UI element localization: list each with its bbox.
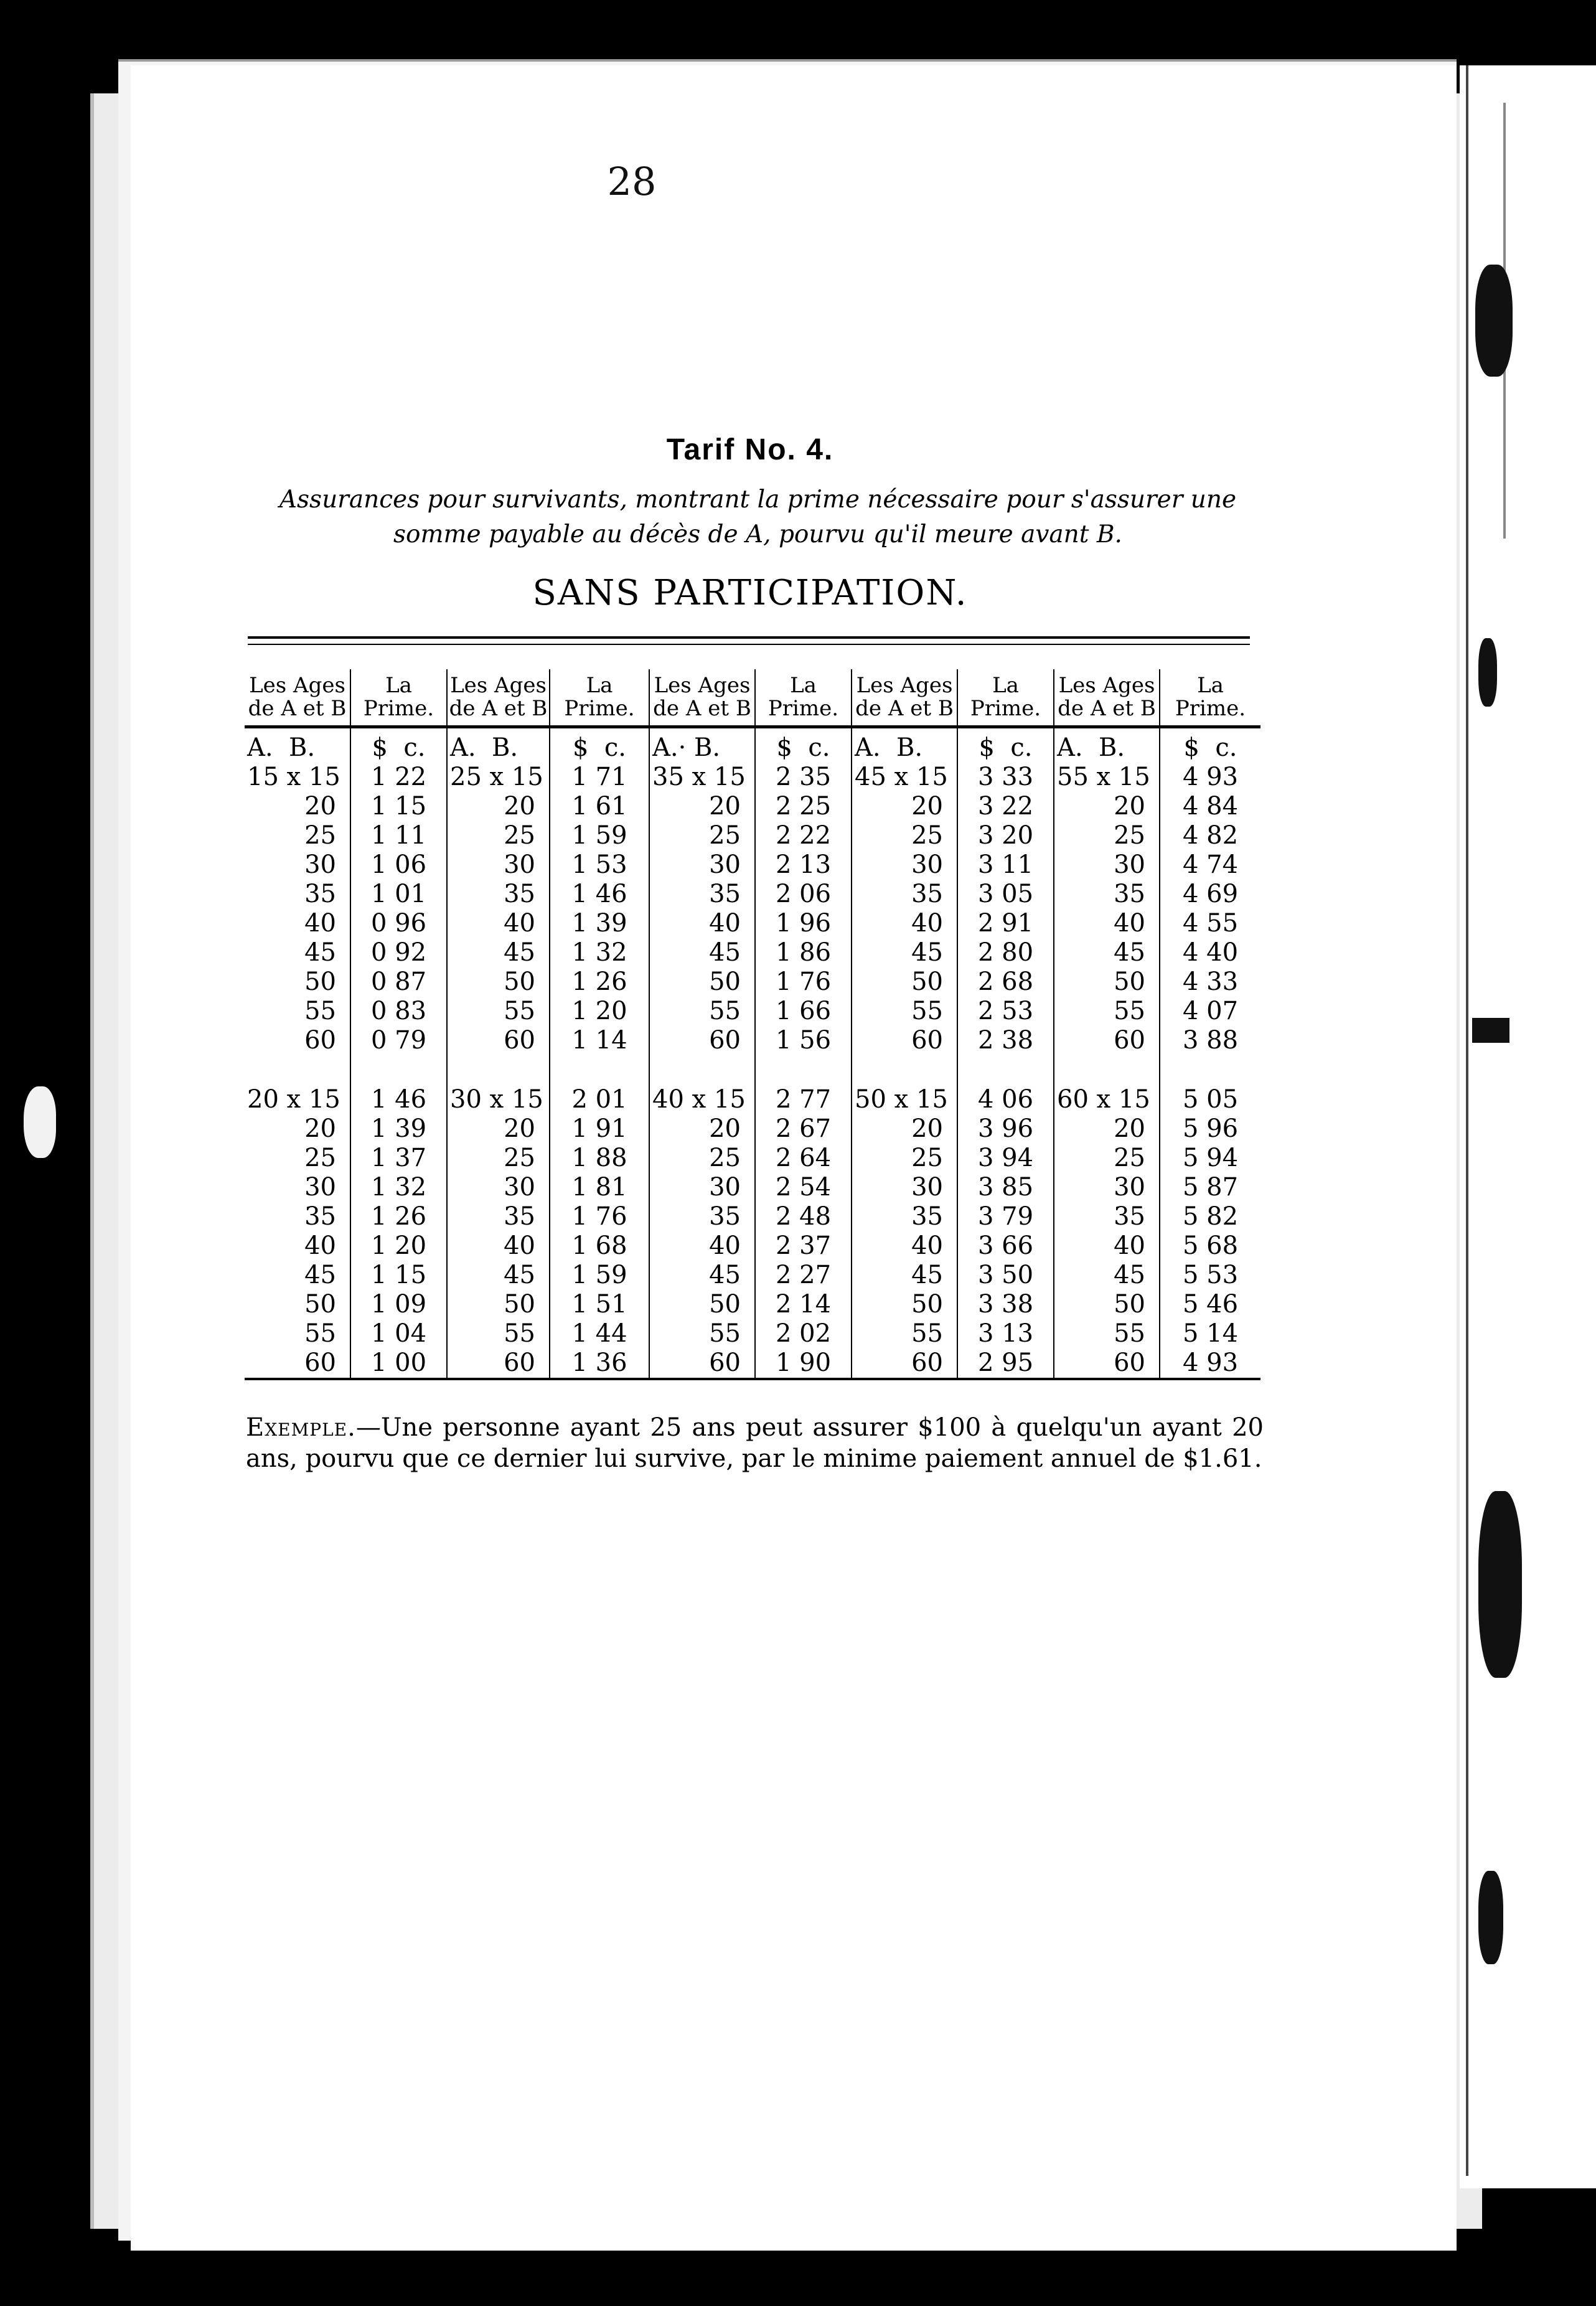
table-spacer-row	[245, 1055, 1260, 1085]
ages-cell: 25	[852, 1144, 957, 1173]
premium-cell: 0 96	[350, 909, 447, 938]
premium-cell: 5 05	[1160, 1085, 1260, 1114]
ages-cell: 35	[852, 1202, 957, 1231]
premium-cell: 4 69	[1160, 880, 1260, 909]
premium-cell: 4 07	[1160, 997, 1260, 1026]
ages-cell: 55	[852, 1319, 957, 1348]
spacer-cell	[550, 1055, 649, 1085]
ages-cell: 20	[852, 1114, 957, 1144]
ages-cell: 20	[852, 792, 957, 821]
header-line: de A et B	[1058, 696, 1156, 721]
binding-blot	[1478, 638, 1497, 707]
premium-cell: 1 88	[550, 1144, 649, 1173]
ages-cell: 55	[447, 1319, 550, 1348]
ages-cell: 45	[1054, 938, 1160, 967]
premium-cell: 3 38	[957, 1290, 1054, 1319]
table-header-row	[245, 669, 1260, 727]
premium-cell: 3 96	[957, 1114, 1054, 1144]
premium-cell: 1 86	[755, 938, 852, 967]
ages-cell: 55	[447, 997, 550, 1026]
example-text: —Une personne ayant 25 ans peut assurer $100 à quelqu'un ayant 20 ans, pourvu que ce dernier lui survive, par le minime paiement annuel de $1.61.	[246, 1413, 1264, 1473]
ages-cell: 40	[304, 909, 336, 938]
premium-cell: 2 38	[957, 1026, 1054, 1055]
ages-cell: 25 x 15	[447, 763, 550, 792]
spacer-cell	[447, 1055, 550, 1085]
header-line: de A et B	[449, 696, 548, 721]
ages-cell: 30	[649, 850, 755, 880]
premium-cell: $ c.	[1160, 727, 1260, 763]
ages-cell: A. B.	[852, 727, 957, 763]
premium-cell: 3 50	[957, 1261, 1054, 1290]
ages-cell: 55	[304, 997, 336, 1025]
header-line: Prime.	[767, 696, 839, 721]
spacer-cell	[1160, 1055, 1260, 1085]
spacer-cell	[755, 1055, 852, 1085]
table-row	[245, 880, 1260, 909]
ages-cell: 35	[304, 1202, 336, 1231]
ages-cell: 20	[1054, 1114, 1160, 1144]
ages-cell: 40	[447, 1231, 550, 1261]
ages-cell: 30	[852, 1173, 957, 1202]
header-line: La	[992, 673, 1019, 698]
table-row	[245, 1173, 1260, 1202]
table-row	[245, 763, 1260, 792]
section-heading: SANS PARTICIPATION.	[532, 573, 968, 613]
spacer-cell	[245, 1055, 350, 1085]
ages-cell: 60	[852, 1348, 957, 1379]
spacer-cell	[957, 1055, 1054, 1085]
ages-cell: 30	[649, 1173, 755, 1202]
premium-cell: 3 79	[957, 1202, 1054, 1231]
ages-cell: 60	[1054, 1348, 1160, 1379]
ages-cell: 60	[304, 1026, 336, 1055]
ages-cell: 50	[852, 967, 957, 997]
ages-cell: 25	[649, 821, 755, 850]
premium-cell: 4 93	[1160, 763, 1260, 792]
ages-cell: 40	[447, 909, 550, 938]
header-line: La	[385, 673, 412, 698]
premium-cell: 0 92	[350, 938, 447, 967]
premium-cell: 1 04	[350, 1319, 447, 1348]
binding-strip	[1460, 65, 1596, 2188]
ages-cell: 60	[245, 1348, 350, 1379]
ages-cell: 20	[447, 1114, 550, 1144]
premium-cell: 2 48	[755, 1202, 852, 1231]
ages-cell: 55	[649, 1319, 755, 1348]
binding-blot	[1472, 1018, 1509, 1043]
ages-cell: 35	[1054, 880, 1160, 909]
premium-cell: 1 15	[350, 792, 447, 821]
premium-cell: 2 77	[755, 1085, 852, 1114]
premium-cell: 1 96	[755, 909, 852, 938]
example-label: Exemple.	[246, 1413, 356, 1442]
premium-cell: 3 05	[957, 880, 1054, 909]
premium-cell: 1 20	[550, 997, 649, 1026]
ages-cell: 40	[304, 1231, 336, 1260]
premium-cell: 4 82	[1160, 821, 1260, 850]
ages-cell: 60	[649, 1026, 755, 1055]
premium-cell: 3 11	[957, 850, 1054, 880]
premium-cell: 2 64	[755, 1144, 852, 1173]
ages-cell: 30	[447, 850, 550, 880]
ages-cell: 25	[649, 1144, 755, 1173]
ages-cell: 25	[447, 821, 550, 850]
header-ages	[245, 669, 350, 727]
premium-cell: 1 46	[550, 880, 649, 909]
premium-cell: 5 68	[1160, 1231, 1260, 1261]
ages-cell: 50	[1054, 1290, 1160, 1319]
ages-cell: 20	[649, 792, 755, 821]
premium-cell: 4 74	[1160, 850, 1260, 880]
premium-cell: $ c.	[350, 727, 447, 763]
ages-cell: 25	[1054, 821, 1160, 850]
premium-cell: 2 67	[755, 1114, 852, 1144]
ages-cell: 35	[852, 880, 957, 909]
ages-cell: 50	[447, 967, 550, 997]
premium-cell: 5 82	[1160, 1202, 1260, 1231]
header-premium	[1160, 669, 1260, 727]
ages-cell: 60	[447, 1348, 550, 1379]
header-ages	[852, 669, 957, 727]
premium-cell: $ c.	[755, 727, 852, 763]
ages-cell: 45	[649, 938, 755, 967]
ages-cell: 50	[649, 1290, 755, 1319]
premium-cell: 1 26	[350, 1202, 447, 1231]
premium-cell: 2 80	[957, 938, 1054, 967]
premium-cell: 1 51	[550, 1290, 649, 1319]
premium-cell: 4 55	[1160, 909, 1260, 938]
ages-cell: 40	[1054, 909, 1160, 938]
premium-cell: 1 76	[550, 1202, 649, 1231]
header-line: Les Ages	[450, 673, 547, 698]
header-ages	[649, 669, 755, 727]
ages-cell: 20	[447, 792, 550, 821]
ages-cell: 50	[304, 967, 336, 996]
binding-blot	[1475, 265, 1513, 377]
premium-cell: 5 96	[1160, 1114, 1260, 1144]
premium-cell: 1 61	[550, 792, 649, 821]
table-row	[245, 1290, 1260, 1319]
table-row	[245, 850, 1260, 880]
table-row	[245, 727, 1260, 763]
ages-cell: A. B.	[1054, 727, 1160, 763]
spacer-cell	[350, 1055, 447, 1085]
tariff-subtitle: Assurances pour survivants, montrant la prime nécessaire pour s'assurer une somme payable au décès de A, pourvu qu'il meure avant B.	[279, 486, 1237, 548]
premium-cell: 3 85	[957, 1173, 1054, 1202]
header-premium	[550, 669, 649, 727]
ages-cell: 30	[447, 1173, 550, 1202]
ages-cell: 55	[1054, 997, 1160, 1026]
table-row	[245, 1144, 1260, 1173]
table-row	[245, 1026, 1260, 1055]
premium-cell: 4 40	[1160, 938, 1260, 967]
ages-cell: 35	[447, 880, 550, 909]
ages-cell: 15 x 15	[247, 763, 340, 791]
header-line: La	[586, 673, 613, 698]
premium-cell: 2 13	[755, 850, 852, 880]
premium-cell: 1 71	[550, 763, 649, 792]
ages-cell: 45	[649, 1261, 755, 1290]
table-row	[245, 909, 1260, 938]
premium-cell: 2 37	[755, 1231, 852, 1261]
binding-line	[1466, 65, 1468, 2176]
table-row	[245, 1114, 1260, 1144]
premium-cell: 1 66	[755, 997, 852, 1026]
premium-cell: 1 32	[350, 1173, 447, 1202]
premium-cell: 2 25	[755, 792, 852, 821]
header-premium	[755, 669, 852, 727]
ages-cell: 55	[1054, 1319, 1160, 1348]
ages-cell: 30	[304, 850, 336, 879]
ages-cell: 60 x 15	[1054, 1085, 1160, 1114]
premium-cell: 1 00	[350, 1348, 447, 1379]
ages-cell: 25	[447, 1144, 550, 1173]
ages-cell: 20	[649, 1114, 755, 1144]
premium-cell: 1 36	[550, 1348, 649, 1379]
header-ages	[447, 669, 550, 727]
header-line: Les Ages	[654, 673, 751, 698]
premium-cell: 1 68	[550, 1231, 649, 1261]
premium-cell: 5 46	[1160, 1290, 1260, 1319]
ages-cell: 60	[447, 1026, 550, 1055]
ages-cell: 20 x 15	[247, 1085, 340, 1114]
binding-blot	[1478, 1871, 1503, 1964]
header-premium	[957, 669, 1054, 727]
ages-cell: 40	[852, 909, 957, 938]
ages-cell: 20	[1054, 792, 1160, 821]
header-line: La	[790, 673, 817, 698]
premium-cell: 4 93	[1160, 1348, 1260, 1379]
ages-cell: 35	[649, 1202, 755, 1231]
header-line: de A et B	[653, 696, 751, 721]
ages-cell: 50	[447, 1290, 550, 1319]
header-line: Prime.	[363, 696, 434, 721]
premium-cell: 3 20	[957, 821, 1054, 850]
premium-cell: 2 27	[755, 1261, 852, 1290]
premium-cell: 3 13	[957, 1319, 1054, 1348]
premium-table	[245, 669, 1260, 1380]
ages-cell: 55	[852, 997, 957, 1026]
premium-cell: 1 15	[350, 1261, 447, 1290]
premium-cell: 1 59	[550, 1261, 649, 1290]
premium-cell: 1 37	[350, 1144, 447, 1173]
premium-cell: 5 14	[1160, 1319, 1260, 1348]
ages-cell: 45	[1054, 1261, 1160, 1290]
premium-cell: 5 94	[1160, 1144, 1260, 1173]
ages-cell: 20	[304, 1114, 336, 1143]
ages-cell: 30 x 15	[447, 1085, 550, 1114]
ages-cell: 25	[304, 1144, 336, 1172]
ages-cell: 55	[304, 1319, 336, 1348]
premium-cell: 2 14	[755, 1290, 852, 1319]
ages-cell: 50	[852, 1290, 957, 1319]
ages-cell: 50 x 15	[852, 1085, 957, 1114]
ages-cell: 35	[649, 880, 755, 909]
ages-cell: 40 x 15	[649, 1085, 755, 1114]
premium-cell: 2 91	[957, 909, 1054, 938]
table-row	[245, 1202, 1260, 1231]
example-note	[246, 1412, 1264, 1474]
premium-cell: $ c.	[550, 727, 649, 763]
premium-cell: 2 22	[755, 821, 852, 850]
ages-cell: 35	[304, 880, 336, 908]
ages-cell: 20	[304, 792, 336, 821]
header-line: Prime.	[1175, 696, 1246, 721]
ages-cell: 25	[1054, 1144, 1160, 1173]
ages-cell: 35	[447, 1202, 550, 1231]
ages-cell: 45	[304, 1261, 336, 1289]
spacer-cell	[852, 1055, 957, 1085]
premium-cell: 1 39	[350, 1114, 447, 1144]
premium-cell: 1 14	[550, 1026, 649, 1055]
header-line: La	[1197, 673, 1224, 698]
premium-cell: 1 46	[350, 1085, 447, 1114]
table-row	[245, 938, 1260, 967]
premium-cell: 3 66	[957, 1231, 1054, 1261]
premium-cell: 1 56	[755, 1026, 852, 1055]
ages-cell: 50	[304, 1290, 336, 1319]
page-number: 28	[607, 159, 657, 204]
header-line: Les Ages	[1058, 673, 1155, 698]
ages-cell: 40	[649, 1231, 755, 1261]
premium-cell: 1 11	[350, 821, 447, 850]
ages-cell: 40	[852, 1231, 957, 1261]
ages-cell: 25	[852, 821, 957, 850]
spacer-cell	[649, 1055, 755, 1085]
premium-cell: 1 32	[550, 938, 649, 967]
premium-cell: 1 09	[350, 1290, 447, 1319]
table-row	[245, 1319, 1260, 1348]
table-row	[245, 997, 1260, 1026]
binding-blot	[1478, 1491, 1522, 1678]
ages-cell: 55 x 15	[1054, 763, 1160, 792]
header-premium	[350, 669, 447, 727]
ages-cell: 25	[304, 821, 336, 850]
header-line: Les Ages	[249, 673, 345, 698]
ages-cell: 40	[1054, 1231, 1160, 1261]
premium-cell: 0 87	[350, 967, 447, 997]
ages-cell: A. B.	[247, 733, 316, 762]
premium-cell: 1 53	[550, 850, 649, 880]
ages-cell: 35 x 15	[649, 763, 755, 792]
header-line: Prime.	[970, 696, 1041, 721]
ages-cell: 50	[1054, 967, 1160, 997]
premium-cell: 1 20	[350, 1231, 447, 1261]
premium-cell: 2 95	[957, 1348, 1054, 1379]
table-row	[245, 967, 1260, 997]
ages-cell: 35	[1054, 1202, 1160, 1231]
premium-cell: 4 06	[957, 1085, 1054, 1114]
premium-cell: 1 06	[350, 850, 447, 880]
premium-cell: 2 68	[957, 967, 1054, 997]
ages-cell: A. B.	[447, 727, 550, 763]
header-line: de A et B	[855, 696, 954, 721]
premium-cell: 1 44	[550, 1319, 649, 1348]
tariff-title: Tarif No. 4.	[666, 433, 834, 466]
premium-cell: 0 83	[350, 997, 447, 1026]
ages-cell: 45	[447, 938, 550, 967]
premium-cell: 5 53	[1160, 1261, 1260, 1290]
premium-cell: 3 88	[1160, 1026, 1260, 1055]
ages-cell: 45	[447, 1261, 550, 1290]
ages-cell: 40	[649, 909, 755, 938]
double-rule-top	[248, 636, 1250, 639]
table-row	[245, 1085, 1260, 1114]
table-row	[245, 821, 1260, 850]
premium-cell: 3 33	[957, 763, 1054, 792]
header-line: Les Ages	[856, 673, 953, 698]
ages-cell: 45	[852, 938, 957, 967]
table-row	[245, 1261, 1260, 1290]
table-row	[245, 1231, 1260, 1261]
premium-cell: 5 87	[1160, 1173, 1260, 1202]
ages-cell: 45	[304, 938, 336, 967]
premium-cell: 3 22	[957, 792, 1054, 821]
double-rule-bottom	[248, 644, 1250, 645]
table-row	[245, 792, 1260, 821]
header-ages	[1054, 669, 1160, 727]
scan-blot	[24, 1086, 56, 1158]
premium-cell: 2 02	[755, 1319, 852, 1348]
table-row	[245, 1348, 1260, 1379]
premium-cell: 2 54	[755, 1173, 852, 1202]
premium-cell: 4 33	[1160, 967, 1260, 997]
premium-cell: 2 35	[755, 763, 852, 792]
premium-cell: 1 59	[550, 821, 649, 850]
spacer-cell	[1054, 1055, 1160, 1085]
ages-cell: 50	[649, 967, 755, 997]
ages-cell: 45 x 15	[852, 763, 957, 792]
ages-cell: 30	[852, 850, 957, 880]
premium-cell: 2 01	[550, 1085, 649, 1114]
premium-cell: 2 06	[755, 880, 852, 909]
premium-cell: 1 81	[550, 1173, 649, 1202]
premium-cell: $ c.	[957, 727, 1054, 763]
premium-cell: 1 01	[350, 880, 447, 909]
premium-cell: 1 90	[755, 1348, 852, 1379]
premium-cell: 1 39	[550, 909, 649, 938]
header-line: de A et B	[248, 696, 347, 721]
ages-cell: 30	[1054, 1173, 1160, 1202]
ages-cell: 30	[304, 1173, 336, 1202]
premium-cell: 0 79	[350, 1026, 447, 1055]
premium-cell: 4 84	[1160, 792, 1260, 821]
ages-cell: 60	[1054, 1026, 1160, 1055]
premium-cell: 1 22	[350, 763, 447, 792]
ages-cell: 45	[852, 1261, 957, 1290]
premium-cell: 1 91	[550, 1114, 649, 1144]
ages-cell: 60	[852, 1026, 957, 1055]
premium-cell: 2 53	[957, 997, 1054, 1026]
ages-cell: A.· B.	[649, 727, 755, 763]
ages-cell: 30	[1054, 850, 1160, 880]
premium-cell: 1 76	[755, 967, 852, 997]
premium-cell: 3 94	[957, 1144, 1054, 1173]
ages-cell: 60	[649, 1348, 755, 1379]
ages-cell: 55	[649, 997, 755, 1026]
premium-cell: 1 26	[550, 967, 649, 997]
header-line: Prime.	[564, 696, 635, 721]
